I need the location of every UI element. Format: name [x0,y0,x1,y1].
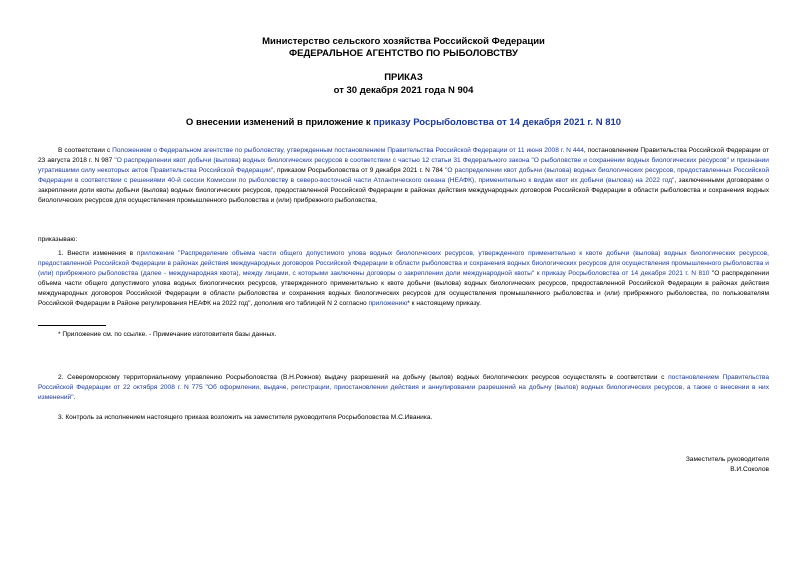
signature-name: В.И.Соколов [730,466,769,473]
signature-position: Заместитель руководителя [685,456,769,463]
preamble-paragraph [38,146,769,206]
document-title [0,117,807,128]
agency-heading: ФЕДЕРАЛЬНОЕ АГЕНТСТВО ПО РЫБОЛОВСТВУ [289,48,518,59]
item1-text-3: * к настоящему приказу. [407,300,481,307]
order-784-link[interactable]: "О распределении квот добычи (вылова) водных биологических ресурсов, предоставленных Российской Федерации в соответствии с решениями 40-й сессии Комиссии по рыболовству в северо-восточной части Атлантического океана (НЕАФК), применительно к видам квот их добычи (вылова) на 2022 год" [38,167,769,184]
footnote-divider [38,325,106,326]
regulation-link[interactable]: Положением о Федеральном агентстве по рыболовству, утвержденным постановлением Правительства Российской Федерации от 11 июня 2008 г. N 444 [112,147,584,154]
annex-link[interactable]: приложению [368,300,408,307]
preamble-text-1: В соответствии с [58,147,113,154]
doc-type-heading: ПРИКАЗ [384,72,423,83]
preamble-text-3: , приказом Росрыболовства от 9 декабря 2021 г. N 784 [273,167,446,174]
appendix-link[interactable]: приложение "Распределение объема части общего допустимого улова водных биологических ресурсов, утвержденного применительно к квоте добычи (вылова) водных биологических ресурсов, предоставленной Российской Федерации в районах действия международных договоров Российской Федерации в области рыболовства и сохранения водных биологических ресурсов для осуществления промышленного рыболовства и (или) прибрежного рыболовства (далее - международная квота), между лицами, с которыми заключены договоры о закреплении доли международной квоты" к приказу Росрыболовства от 14 декабря 2021 г. N 810 [38,250,769,277]
title-order-link[interactable]: приказу Росрыболовства от 14 декабря 2021 г. N 810 [373,117,622,128]
date-number-heading: от 30 декабря 2021 года N 904 [333,85,474,96]
item-3-paragraph: 3. Контроль за исполнением настоящего приказа возложить на заместителя руководителя Росрыболовства М.С.Иваника. [58,414,433,421]
government-decree-link[interactable]: "О распределении квот добычи (вылова) водных биологических ресурсов в соответствии с частью 12 статьи 31 Федерального закона "О рыболовстве и сохранении водных биологических ресурсов" и признании утратившими силу некоторых актов Правительства Российской Федерации" [38,157,769,174]
item2-text-2: . [73,394,76,401]
order-word: приказываю: [38,236,78,243]
decree-775-link[interactable]: постановлением Правительства Российской Федерации от 22 октября 2008 г. N 775 "Об оформлении, выдаче, регистрации, приостановлении действия и аннулировании разрешений на добычу (вылов) водных биологических ресурсов, а также о внесении в них изменений" [38,374,769,401]
item1-text-2: "О распределении объема части общего допустимого улова водных биологических ресурсов, утвержденного применительно к квоте добычи (вылова) водных биологических ресурсов, предоставленной Российской Федерации в районах действия международных договоров Российской Федерации в области рыболовства и сохранения водных биологических ресурсов для осуществления промышленного рыболовства и (или) прибрежного рыболовства, по пользователям Российской Федерации в Районе регулирования НЕАФК на 2022 год", дополнив его таблицей N 2 согласно [38,270,770,307]
preamble-text-4: , заключенными договорами о закреплении доли квоты добычи (вылова) водных биологических ресурсов, предоставленной Российской Федерации в районах действия международных договоров Российской Федерации в области рыболовства и сохранения водных биологических ресурсов для осуществления промышленного рыболовства и (или) прибрежного рыболовства, [38,177,769,204]
item-2-paragraph [38,373,769,403]
item-1-paragraph [38,249,769,309]
footnote: * Приложение см. по ссылке. - Примечание изготовителя базы данных. [58,331,277,338]
ministry-heading: Министерство сельского хозяйства Российской Федерации [262,36,545,47]
title-prefix: О внесении изменений в приложение к [185,117,374,128]
item1-text-1: 1. Внести изменения в [58,250,137,257]
item2-text-1: 2. Североморскому территориальному управлению Росрыболовства (В.Н.Рожнов) выдачу разрешений на добычу (вылов) водных биологических ресурсов осуществлять в соответствии с [58,374,669,381]
preamble-text-2: , постановлением Правительства Российской Федерации от 23 августа 2018 г. N 987 [38,147,769,164]
